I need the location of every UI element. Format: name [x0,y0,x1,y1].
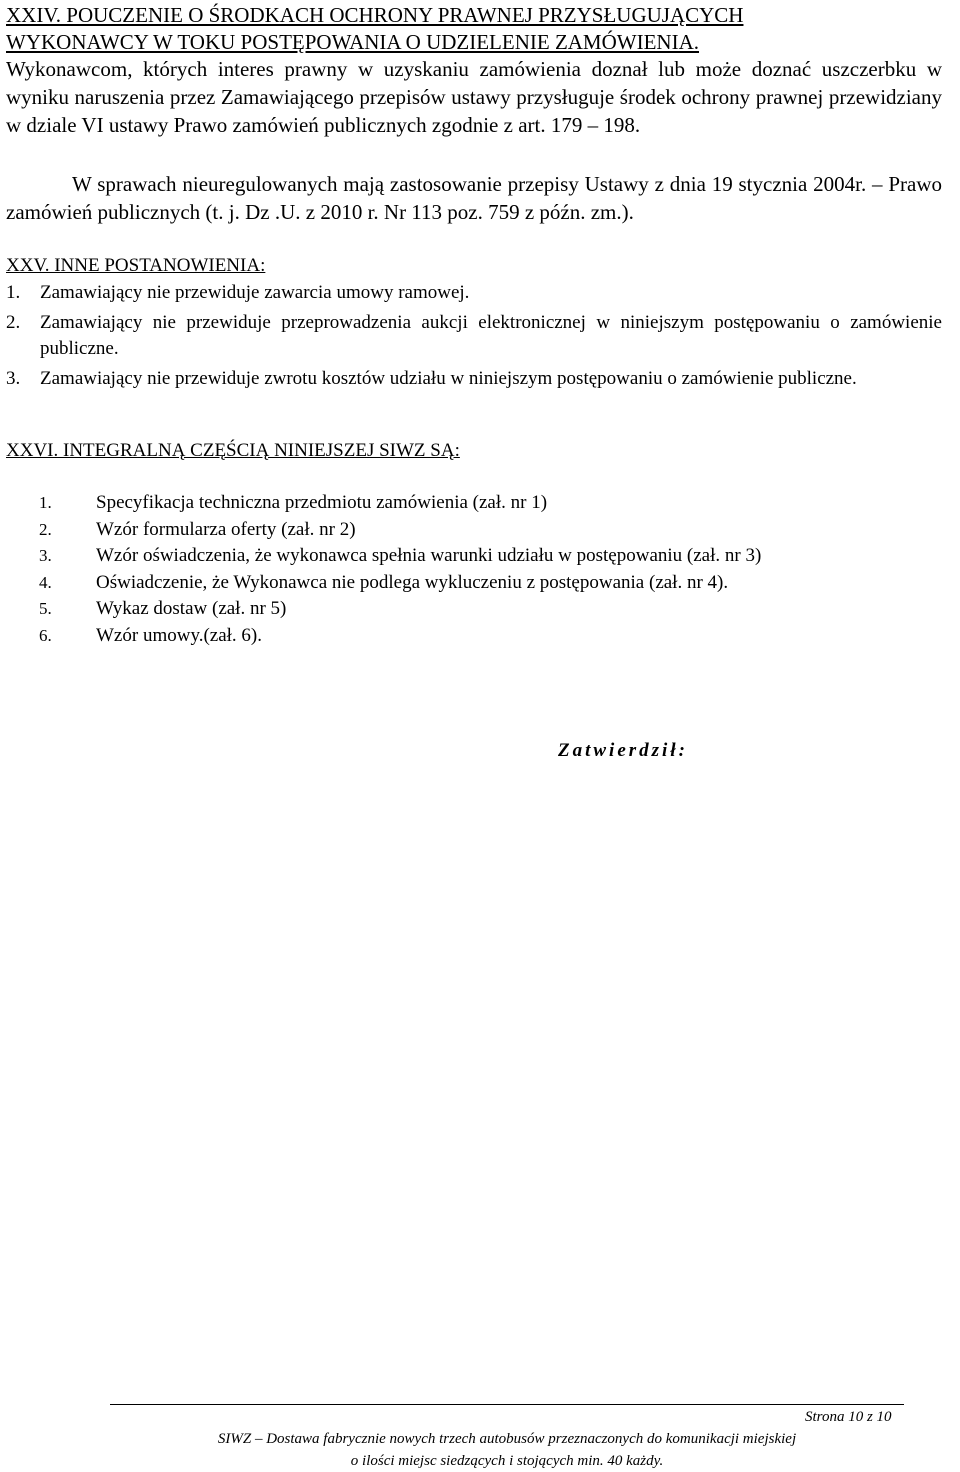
footer-line-1: SIWZ – Dostawa fabrycznie nowych trzech autobusów przeznaczonych do komunikacji miejskiej [217,1431,797,1447]
list-item-number: 1. [6,282,21,303]
section-xxvi-title: XXVI. INTEGRALNĄ CZĘŚCIĄ NINIEJSZEJ SIWZ SĄ: [6,440,460,461]
section-xxiv-paragraph-1: Wykonawcom, których interes prawny w uzyskaniu zamówienia doznał lub może doznać uszczerbku w wyniku naruszenia przez Zamawiającego przepisów ustawy przysługuje środek ochrony prawnej przewidziany w dziale VI ustawy Prawo zamówień publicznych zgodnie z art. 179 – 198. [6,57,942,137]
list-item-text: Zamawiający nie przewiduje przeprowadzenia aukcji elektronicznej w niniejszym postępowaniu o zamówienie publiczne. [40,312,942,359]
approval-signature-label: Zatwierdził: [558,740,688,761]
attachment-text: Wzór oświadczenia, że wykonawca spełnia warunki udziału w postępowaniu (zał. nr 3) [96,545,762,566]
list-item [6,310,942,362]
attachment-number: 1. [39,493,52,512]
attachment-text: Specyfikacja techniczna przedmiotu zamówienia (zał. nr 1) [96,492,548,513]
section-xxiv-title-line2: WYKONAWCY W TOKU POSTĘPOWANIA O UDZIELENIE ZAMÓWIENIA. [6,30,699,54]
attachment-item [39,490,919,517]
section-xxv-list [6,280,942,396]
list-item-text: Zamawiający nie przewiduje zawarcia umowy ramowej. [40,282,470,303]
attachment-text: Wzór formularza oferty (zał. nr 2) [96,518,356,540]
list-item-number: 2. [6,312,21,333]
attachment-text: Oświadczenie, że Wykonawca nie podlega wykluczeniu z postępowania (zał. nr 4). [96,571,729,593]
attachment-number: 2. [39,519,52,539]
attachment-number: 3. [39,546,52,565]
section-xxiv-title-line1: XXIV. POUCZENIE O ŚRODKACH OCHRONY PRAWNEJ PRZYSŁUGUJĄCYCH [6,3,744,27]
attachment-number: 6. [39,625,52,645]
attachment-item [39,570,919,597]
attachment-number: 4. [39,572,52,592]
attachment-text: Wzór umowy.(zał. 6). [96,624,263,646]
list-item [6,366,942,392]
footer-line-2: o ilości miejsc siedzących i stojących min. 40 każdy. [350,1453,664,1469]
attachment-item [39,517,919,544]
footer-page-number: Strona 10 z 10 [805,1409,892,1425]
list-item-text: Zamawiający nie przewiduje zwrotu kosztów udziału w niniejszym postępowaniu o zamówienie publiczne. [40,368,857,389]
attachment-item [39,596,919,623]
list-item-number: 3. [6,368,21,389]
section-xxiv-heading [6,2,942,56]
footer-divider [110,1404,904,1405]
section-xxiv-paragraph-2: W sprawach nieuregulowanych mają zastosowanie przepisy Ustawy z dnia 19 stycznia 2004r. – Prawo zamówień publicznych (t. j. Dz .U. z 2010 r. Nr 113 poz. 759 z późn. zm.). [6,172,942,224]
list-item [6,280,942,306]
attachment-number: 5. [39,599,52,618]
attachments-list [39,490,919,649]
attachment-item [39,623,919,650]
attachment-text: Wykaz dostaw (zał. nr 5) [96,598,287,619]
section-xxv-title: XXV. INNE POSTANOWIENIA: [6,255,266,276]
attachment-item [39,543,919,570]
